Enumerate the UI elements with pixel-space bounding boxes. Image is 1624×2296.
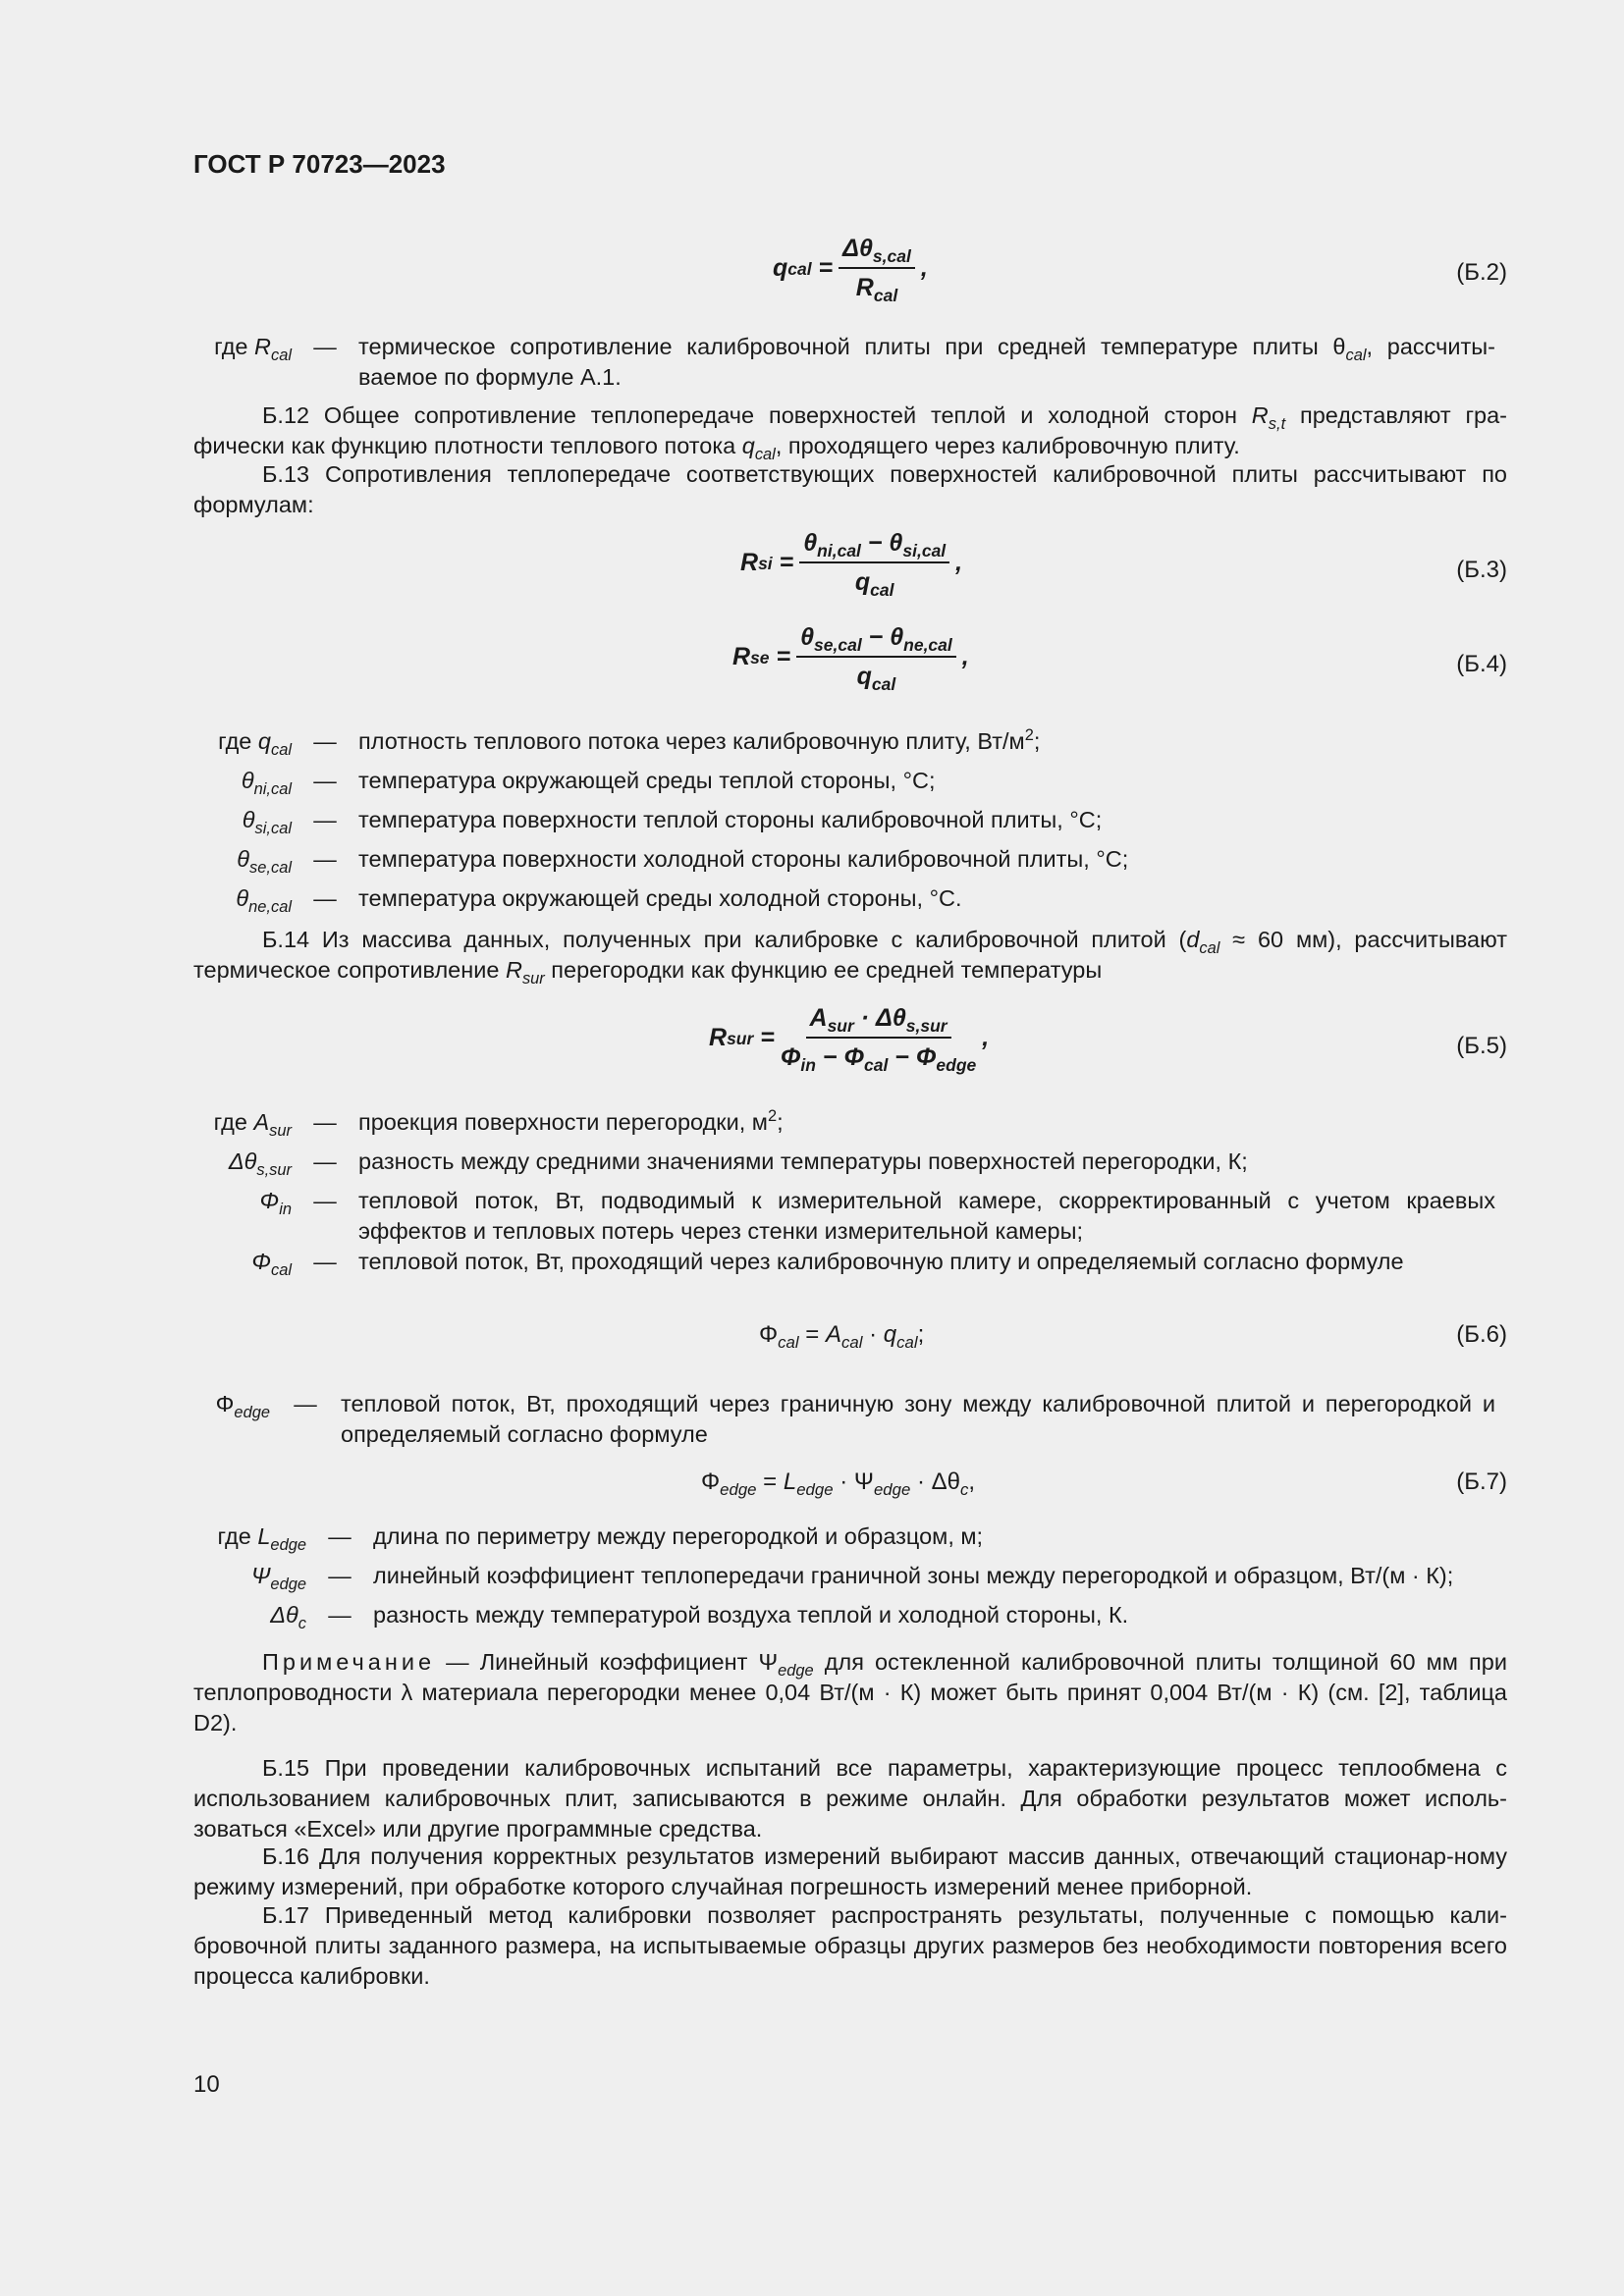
legend-item: $\Phi_{cal}$ — тепловой поток, Вт, проходящий через калибровочную плиту и определяемый согласно формуле <box>193 1247 1507 1286</box>
legend-symbol: $\Phi_{in}$ <box>259 1188 292 1218</box>
legend-symbol: где $A_{sur}$ <box>213 1109 292 1140</box>
legend-symbol: где $q_{cal}$ <box>218 728 292 759</box>
legend-text: температура окружающей среды теплой стороны, °C; <box>358 768 936 793</box>
page-number: 10 <box>193 2071 220 2098</box>
legend-text: температура окружающей среды холодной стороны, °C. <box>358 885 962 911</box>
formula-number: (Б.2) <box>1456 259 1507 286</box>
legend-symbol: $\Delta\theta_{s,sur}$ <box>228 1148 292 1179</box>
legend-symbol: $\theta_{ne,cal}$ <box>236 885 292 916</box>
formula-number: (Б.6) <box>1456 1321 1507 1348</box>
formula-b7: $\Phi_{edge} = L_{edge} \cdot \Psi_{edge} \cdot \Delta\theta_c$, (Б.7) <box>701 1468 1507 1499</box>
legend-text: плотность теплового потока через калибровочную плиту, $Вт/м^2$; <box>358 725 1041 754</box>
legend-item: $\theta_{si,cal}$ — температура поверхности теплой стороны калибровочной плиты, °C; <box>193 805 1507 844</box>
legend-text: линейный коэффициент теплопередачи граничной зоны между перегородкой и образцом, Вт/(м · К); <box>373 1563 1454 1588</box>
legend-text: температура поверхности холодной стороны калибровочной плиты, °C; <box>358 846 1129 872</box>
legend-text: температура поверхности теплой стороны калибровочной плиты, °C; <box>358 807 1103 832</box>
formula-number: (Б.4) <box>1456 651 1507 677</box>
formula-b6: $\Phi_{cal} = A_{cal} \cdot q_{cal}$; (Б.6) <box>759 1321 1507 1352</box>
legend-symbol: $\theta_{se,cal}$ <box>237 846 292 877</box>
document-header: ГОСТ Р 70723—2023 <box>193 149 446 179</box>
legend-text: тепловой поток, Вт, проходящий через калибровочную плиту и определяемый согласно формуле <box>358 1249 1404 1274</box>
paragraph-b16: Б.16 Для получения корректных результатов измерений выбирают массив данных, отвечающий стационар-ному режиму измерений, при обработке которого случайная погрешность измерений менее приборной. <box>193 1843 1507 1899</box>
legend-item: $\Delta\theta_{s,sur}$ — разность между средними значениями температуры поверхностей перегородки, К; <box>193 1147 1507 1186</box>
legend-b7 <box>193 1522 1507 1639</box>
legend-item: где $q_{cal}$ — плотность теплового потока через калибровочную плиту, $Вт/м^2$; <box>193 726 1507 766</box>
formula-number: (Б.3) <box>1456 557 1507 583</box>
legend-phi-edge: $\Phi_{edge}$ — тепловой поток, Вт, проходящий через граничную зону между калибровочной плитой и перегородкой и определяемый согласно формуле <box>215 1391 1495 1447</box>
formula-b5: R sur = $\frac{A_{sur} \cdot \Delta\theta_{s,sur}}{\Phi_{in} - \Phi_{cal} - \Phi_{edge}}$ , (Б.5) <box>709 1004 1507 1076</box>
legend-b5 <box>193 1107 1507 1286</box>
paragraph-b17: Б.17 Приведенный метод калибровки позволяет распространять результаты, полученные с помощью кали-бровочной плиты заданного размера, на испытываемые образцы других размеров без необходимости повторения всего процесса калибровки. <box>193 1902 1507 1989</box>
legend-item: где $L_{edge}$ — длина по периметру между перегородкой и образцом, м; <box>193 1522 1507 1561</box>
legend-item: $\theta_{ni,cal}$ — температура окружающей среды теплой стороны, °C; <box>193 766 1507 805</box>
formula-b2: q cal = $\frac{\Delta\theta_{s,cal}}{R_{cal}}$ , (Б.2) <box>773 235 1507 306</box>
legend-text: тепловой поток, Вт, подводимый к измерительной камере, скорректированный с учетом краевых эффектов и тепловых потерь через стенки измерительной камеры; <box>358 1188 1495 1244</box>
legend-text: длина по периметру между перегородкой и образцом, м; <box>373 1523 984 1549</box>
paragraph-b14: Б.14 Из массива данных, полученных при калибровке с калибровочной плитой ($d_{cal} \approx 60$ мм), рассчитывают термическое сопротивление $R_{sur}$ перегородки как функцию ее средней температуры <box>193 927 1507 988</box>
formula-b3: R si = $\frac{\theta_{ni,cal} - \theta_{si,cal}}{q_{cal}}$ , (Б.3) <box>740 529 1507 601</box>
legend-b3-b4 <box>193 726 1507 923</box>
legend-symbol: $\Delta\theta_c$ <box>270 1602 306 1632</box>
legend-symbol: $\Phi_{cal}$ <box>251 1249 292 1279</box>
legend-item: $\theta_{ne,cal}$ — температура окружающей среды холодной стороны, °C. <box>193 883 1507 923</box>
legend-item: $\Delta\theta_c$ — разность между температурой воздуха теплой и холодной стороны, К. <box>193 1600 1507 1639</box>
legend-symbol: $\Psi_{edge}$ <box>250 1563 306 1593</box>
legend-text: разность между температурой воздуха теплой и холодной стороны, К. <box>373 1602 1129 1628</box>
paragraph-b13: Б.13 Сопротивления теплопередаче соответствующих поверхностей калибровочной плиты рассчитывают по формулам: <box>193 461 1507 517</box>
legend-symbol: $\theta_{si,cal}$ <box>242 807 292 837</box>
legend-text: разность между средними значениями температуры поверхностей перегородки, К; <box>358 1148 1248 1174</box>
paragraph-b15: Б.15 При проведении калибровочных испытаний все параметры, характеризующие процесс теплообмена с использованием калибровочных плит, записываются в режиме онлайн. Для обработки результатов может исполь-зоваться «Excel» или другие программные средства. <box>193 1755 1507 1842</box>
formula-number: (Б.5) <box>1456 1033 1507 1059</box>
legend-rcal: где $R_{cal}$ — термическое сопротивление калибровочной плиты при средней температуре плиты $\theta_{cal}$, рассчиты-ваемое по формуле А.1. <box>214 334 1495 390</box>
legend-symbol: где $L_{edge}$ <box>217 1523 306 1554</box>
legend-symbol: $\theta_{ni,cal}$ <box>241 768 292 798</box>
legend-item: $\Psi_{edge}$ — линейный коэффициент теплопередачи граничной зоны между перегородкой и образцом, Вт/(м · К); <box>193 1561 1507 1600</box>
legend-text: проекция поверхности перегородки, $м^2$; <box>358 1106 784 1135</box>
formula-b4: R se = $\frac{\theta_{se,cal} - \theta_{ne,cal}}{q_{cal}}$ , (Б.4) <box>732 623 1507 695</box>
legend-item: $\Phi_{in}$ — тепловой поток, Вт, подводимый к измерительной камере, скорректированный с учетом краевых эффектов и тепловых потерь через стенки измерительной камеры; <box>193 1186 1507 1247</box>
legend-item: где $A_{sur}$ — проекция поверхности перегородки, $м^2$; <box>193 1107 1507 1147</box>
formula-number: (Б.7) <box>1456 1468 1507 1495</box>
note: Примечание — Линейный коэффициент $\Psi_{edge}$ для остекленной калибровочной плиты толщиной 60 мм при теплопроводности λ материала перегородки менее 0,04 Вт/(м · К) может быть принят 0,004 Вт/(м · К) (см. [2], таблица D2). <box>193 1649 1507 1735</box>
paragraph-b12: Б.12 Общее сопротивление теплопередаче поверхностей теплой и холодной сторон $R_{s,t}$ представляют гра-фически как функцию плотности теплового потока $q_{cal}$, проходящего через калибровочную плиту. <box>193 402 1507 463</box>
legend-item: $\theta_{se,cal}$ — температура поверхности холодной стороны калибровочной плиты, °C; <box>193 844 1507 883</box>
